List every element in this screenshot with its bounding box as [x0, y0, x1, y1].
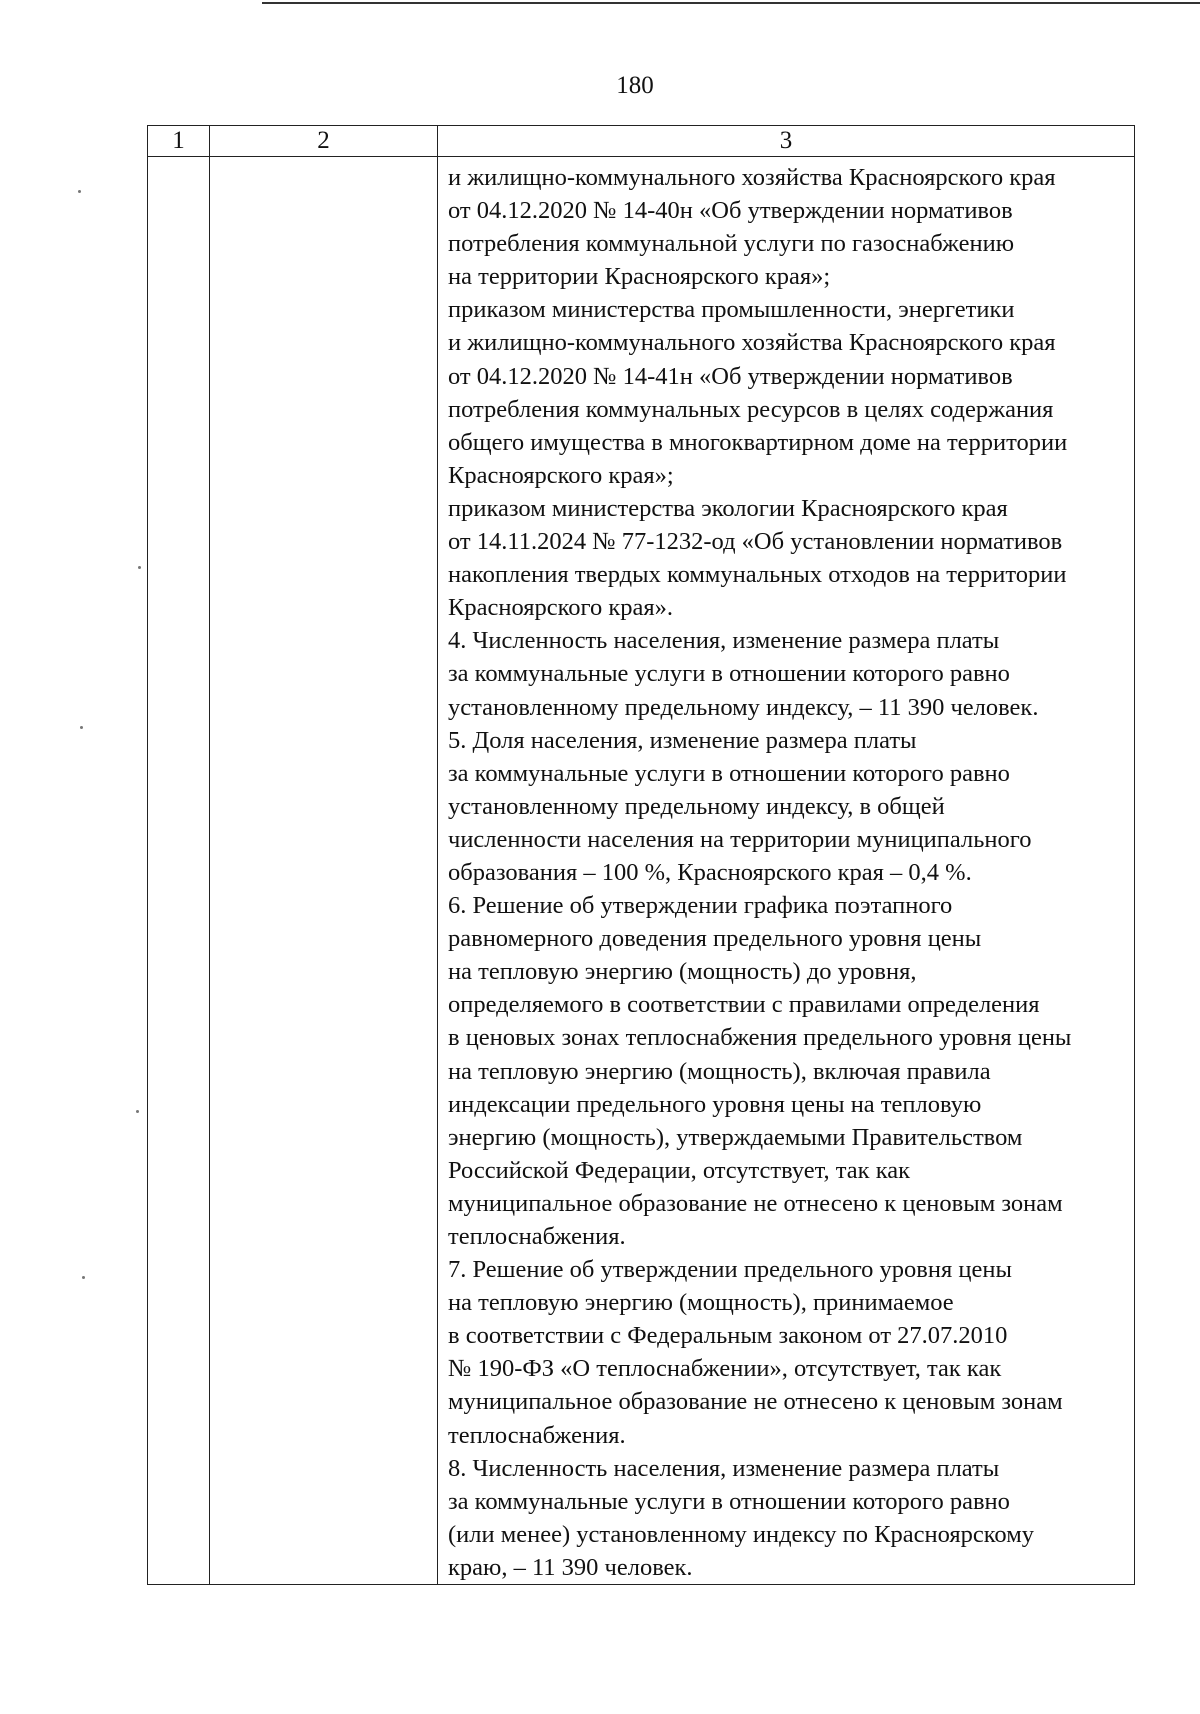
text-line: численности населения на территории муниципального [448, 825, 1032, 853]
text-line: от 14.11.2024 № 77-1232-од «Об установлении нормативов [448, 528, 1063, 556]
text-line: определяемого в соответствии с правилами определения [448, 991, 1040, 1019]
text-line: (или менее) установленному индексу по Красноярскому [448, 1520, 1034, 1548]
text-line: и жилищно-коммунального хозяйства Красноярского края [448, 329, 1056, 357]
text-line: в соответствии с Федеральным законом от 27.07.2010 [448, 1322, 1008, 1350]
top-border-line [262, 2, 1200, 4]
scan-speck [80, 726, 83, 729]
table-row [148, 157, 1135, 1585]
text-line: потребления коммунальных ресурсов в целях содержания [448, 395, 1054, 423]
text-line: Красноярского края». [448, 594, 674, 622]
cell-column-3 [438, 157, 1135, 1585]
text-line: Красноярского края»; [448, 461, 674, 489]
scan-speck [136, 1110, 139, 1113]
text-line: установленному предельному индексу, – 11 390 человек. [448, 693, 1039, 721]
text-line: за коммунальные услуги в отношении которого равно [448, 1487, 1010, 1515]
text-line: 8. Численность населения, изменение размера платы [448, 1454, 1000, 1482]
scan-speck [78, 190, 81, 193]
text-line: накопления твердых коммунальных отходов на территории [448, 561, 1067, 589]
text-line: от 04.12.2020 № 14-40н «Об утверждении нормативов [448, 197, 1013, 225]
text-line: равномерного доведения предельного уровня цены [448, 925, 982, 953]
text-line: от 04.12.2020 № 14-41н «Об утверждении нормативов [448, 362, 1013, 390]
column-header-1: 1 [148, 126, 210, 157]
text-line: за коммунальные услуги в отношении которого равно [448, 660, 1010, 688]
scan-speck [138, 566, 141, 569]
text-line: теплоснабжения. [448, 1223, 626, 1250]
text-line: муниципальное образование не отнесено к ценовым зонам [448, 1388, 1063, 1416]
document-table [147, 125, 1135, 1585]
text-line: теплоснабжения. [448, 1421, 626, 1449]
text-line: краю, – 11 390 человек. [448, 1553, 693, 1581]
column-header-2: 2 [210, 126, 438, 157]
text-line: 5. Доля населения, изменение размера платы [448, 726, 917, 754]
text-line: № 190-ФЗ «О теплоснабжении», отсутствует, так как [448, 1355, 1002, 1383]
cell-column-1 [148, 157, 210, 1585]
text-line: образования – 100 %, Красноярского края – 0,4 %. [448, 858, 972, 886]
text-line: индексации предельного уровня цены на тепловую [448, 1090, 982, 1118]
text-line: энергию (мощность), утверждаемыми Правительством [448, 1123, 1023, 1151]
text-line: 7. Решение об утверждении предельного уровня цены [448, 1256, 1012, 1284]
text-line: и жилищно-коммунального хозяйства Красноярского края [448, 164, 1056, 191]
table-header-row [148, 126, 1135, 157]
text-line: 4. Численность населения, изменение размера платы [448, 627, 1000, 655]
text-line: на тепловую энергию (мощность) до уровня, [448, 958, 917, 986]
text-line: 6. Решение об утверждении графика поэтапного [448, 892, 953, 920]
text-line: установленному предельному индексу, в общей [448, 792, 945, 820]
text-line: на территории Красноярского края»; [448, 263, 831, 291]
text-line: муниципальное образование не отнесено к ценовым зонам [448, 1189, 1063, 1217]
text-line: за коммунальные услуги в отношении которого равно [448, 759, 1010, 787]
text-line: на тепловую энергию (мощность), принимаемое [448, 1289, 954, 1317]
text-line: Российской Федерации, отсутствует, так как [448, 1156, 911, 1184]
cell-column-2 [210, 157, 438, 1585]
page-number: 180 [616, 72, 654, 99]
text-line: общего имущества в многоквартирном доме на территории [448, 428, 1068, 456]
scan-speck [82, 1276, 85, 1279]
column-header-3: 3 [438, 126, 1135, 157]
text-line: на тепловую энергию (мощность), включая правила [448, 1057, 991, 1085]
column-3-text [438, 157, 1134, 1584]
text-line: потребления коммунальной услуги по газоснабжению [448, 230, 1015, 258]
text-line: приказом министерства экологии Красноярского края [448, 494, 1008, 522]
text-line: в ценовых зонах теплоснабжения предельного уровня цены [448, 1024, 1072, 1052]
text-line: приказом министерства промышленности, энергетики [448, 296, 1015, 324]
